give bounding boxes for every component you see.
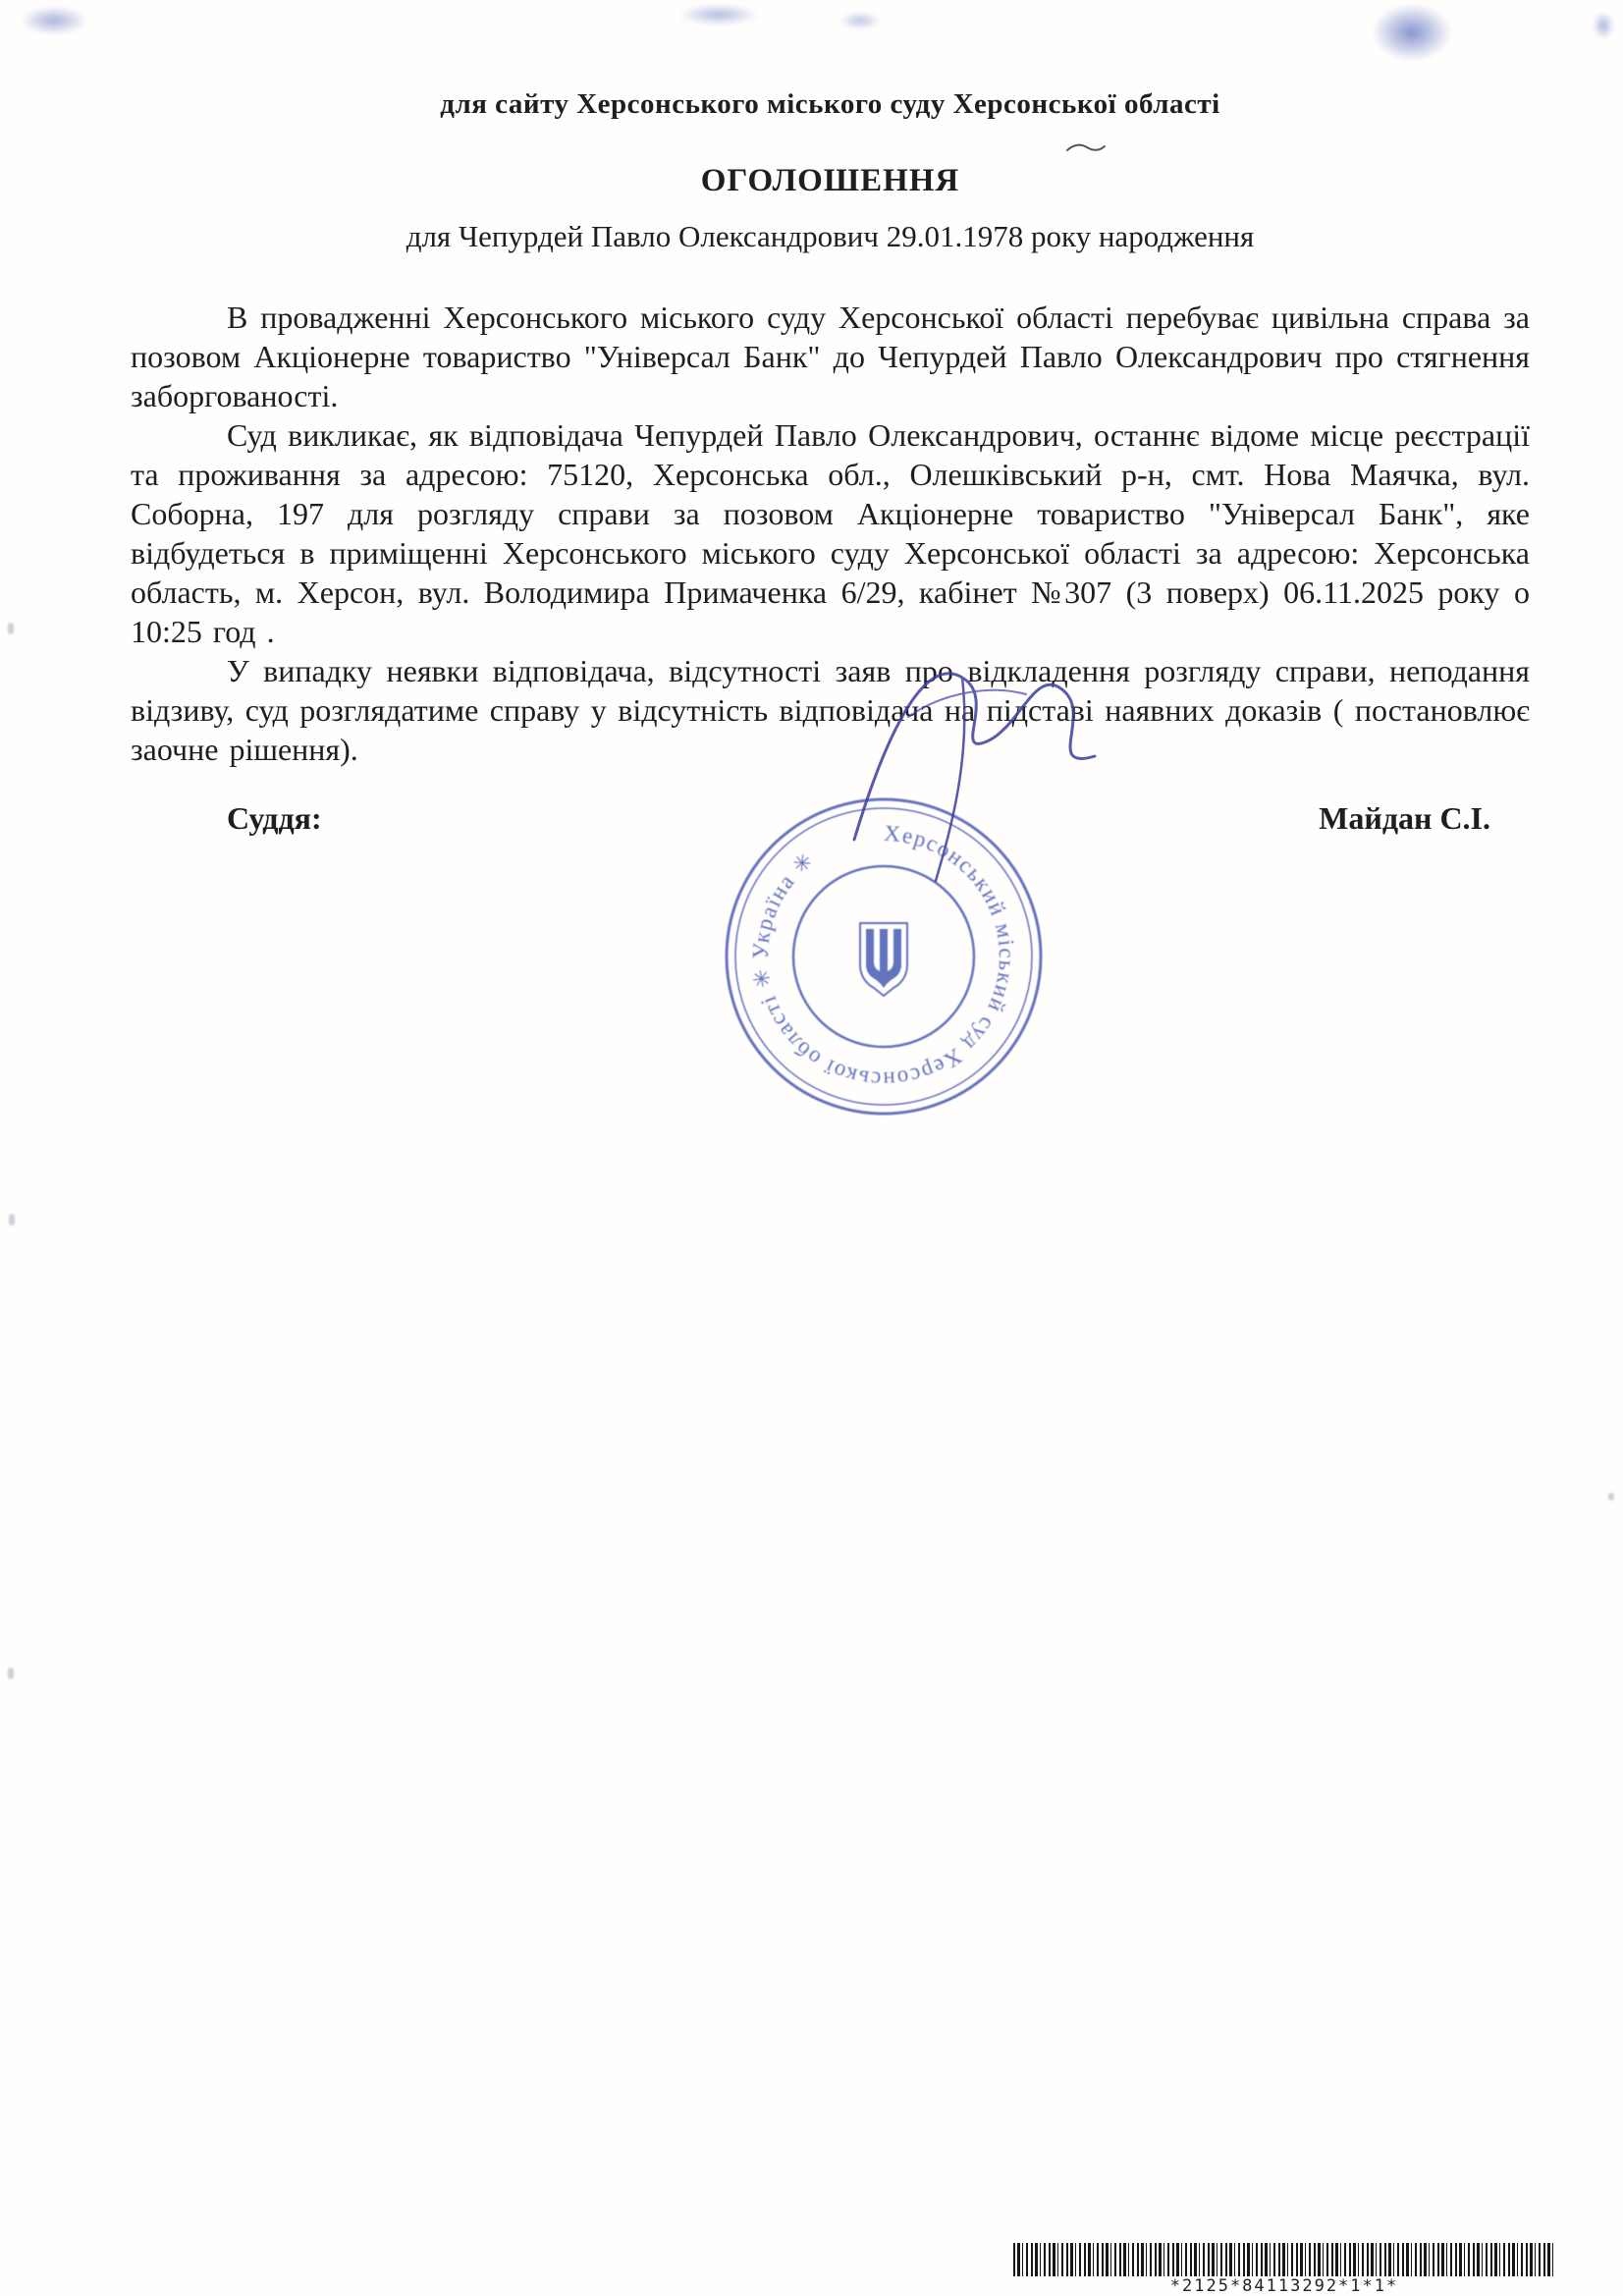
judge-label: Суддя: [227,800,322,836]
barcode [1013,2243,1555,2296]
signature-row [131,800,1530,837]
paragraph-case-info: В провадженні Херсонського міського суду Херсонської області перебуває цивільна справа за позовом Акціонерне товариство "Універсал Банк" до Чепурдей Павло Олександрович про стягнення заборгованості. [131,300,1530,413]
paragraph-warning: У випадку неявки відповідача, відсутності заяв про відкладення розгляду справи, неподання відзиву, суд розглядатиме справу у відсутність відповідача на підставі наявних доказів ( постановлює заочне рішення). [131,653,1530,767]
stamp-inner-ring [793,866,974,1047]
paragraph-summons: Суд викликає, як відповідача Чепурдей Павло Олександрович, останнє відоме місце реєстрації та проживання за адресою: 75120, Херсонська обл., Олешківський р-н, смт. Нова Маячка, вул. Соборна, 197 для розгляду справи за позовом Акціонерне товариство "Універсал Банк", яке відбудеться в приміщенні Херсонського міського суду Херсонської області за адресою: Херсонська область, м. Херсон, вул. Володимира Примаченка 6/29, кабінет №307 (3 поверх) 06.11.2025 року о 10:25 год . [131,417,1530,649]
pen-mark [1065,139,1109,155]
court-stamp [719,792,1049,1121]
document-header: для сайту Херсонського міського суду Херсонської області [440,88,1220,120]
document-title: ОГОЛОШЕННЯ [700,163,960,198]
judge-name: Майдан С.І. [1319,800,1490,836]
stamp-outer-ring [727,799,1041,1114]
stamp-middle-ring [735,808,1032,1105]
trident-icon [866,929,901,988]
scan-artifact [8,1667,14,1679]
barcode-text: *2125*84113292*1*1* [1169,2276,1399,2296]
stamp-shield-outline-icon [860,923,907,996]
barcode-bars [1013,2243,1555,2276]
document-body [131,298,1530,769]
scan-artifact [9,1214,15,1226]
document-content [0,0,1623,837]
scan-artifact [1608,1493,1614,1501]
document-subtitle: для Чепурдей Павло Олександрович 29.01.1978 року народження [406,219,1255,253]
stamp-ring-text: Херсонський міський суд Херсонської області ✳ Україна ✳ [747,820,1020,1093]
